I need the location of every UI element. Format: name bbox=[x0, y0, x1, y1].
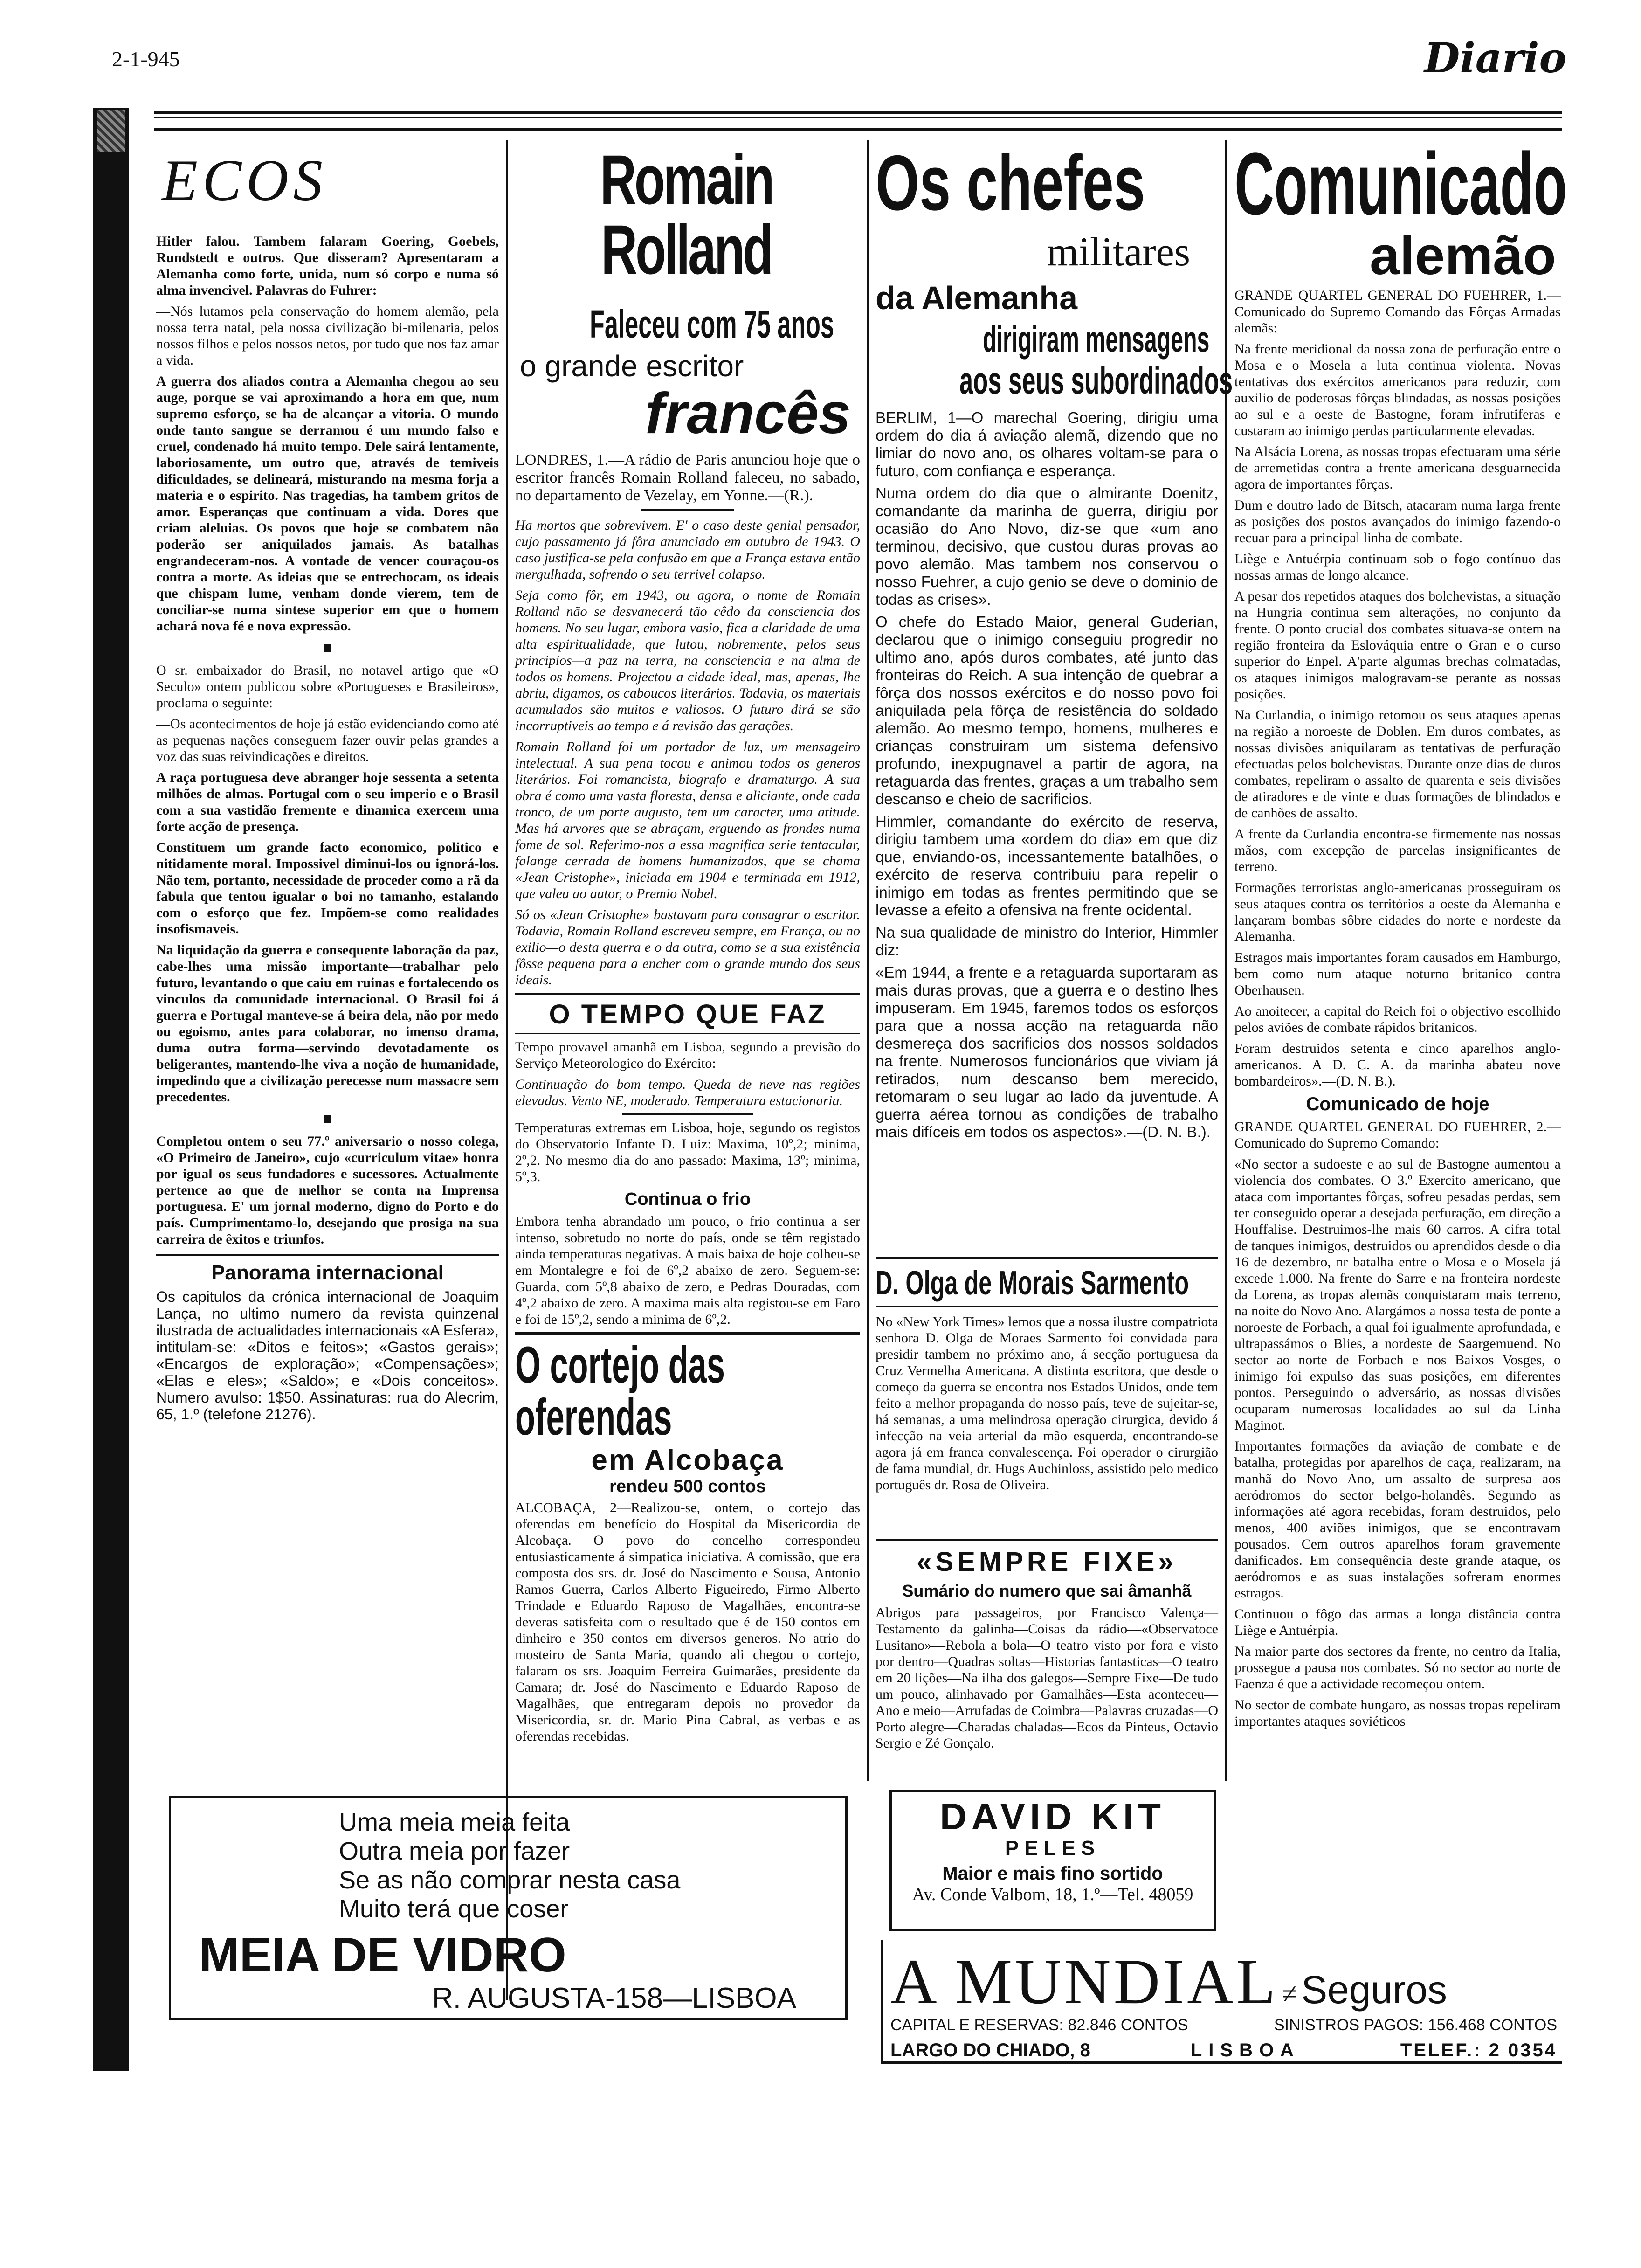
masthead: Diario bbox=[1424, 34, 1567, 82]
tempo-rule bbox=[515, 993, 860, 995]
tempo-temperatures: Temperaturas extremas em Lisboa, hoje, segundo os registos do Observatorio Infante D. Luiz: Maxima, 10º,2; minima, 2º,2. No mesmo dia do ano passado: Maxima, 13º; minima, 5º,3. bbox=[515, 1120, 860, 1184]
comunicado-paragraph: Formações terroristas anglo-americanas prosseguiram os seus ataques contra os territórios a oeste da Alemanha e lançaram bombas sôbre cidades do norte e nordeste da Alemanha. bbox=[1234, 880, 1561, 944]
chefes-kicker: militares bbox=[1047, 229, 1190, 275]
cortejo-text: ALCOBAÇA, 2—Realizou-se, ontem, o cortejo das oferendas em benefício do Hospital da Misericordia de Alcobaça. O povo do concelho correspondeu entusiasticamente á simpatica iniciativa. A comissão, que era composta dos srs. dr. José do Nascimento e Sousa, Antonio Ramos Guerra, Carlos Alberto Figueiredo, Firmo Alberto Trindade e Eduardo Raposo de Magalhães, encontra-se deveras satisfeita com o resultado que é de 150 contos em dinheiro e 350 contos em diversos generos. No atrio do mosteiro de Santa Maria, quando ali chegou o cortejo, falaram os srs. Joaquim Ferreira Guimarães, presidente da Camara; dr. José do Nascimento e Eduardo Raposo de Magalhães, que entregaram depois no provedor da Misericordia, sr. dr. Mario Pina Cabral, as verbas e as oferendas recebidas. bbox=[515, 1500, 860, 1744]
rolland-lead: LONDRES, 1.—A rádio de Paris anunciou hoje que o escritor francês Romain Rolland faleceu, no sabado, no departamento de Vezelay, em Yonne.—(R.). bbox=[515, 451, 860, 504]
rolland-paragraph: Romain Rolland foi um portador de luz, um mensageiro intelectual. A sua pena tocou e animou todos os generos literários. Foi romancista, biografo e dramaturgo. A sua obra é como uma vasta floresta, densa e aliciante, onde cada tronco, de um porte augusto, tem um caracter, uma atitude. Mas há arvores que se abraçam, erguendo as frondes numa fome de sol. Referimo-nos a essa magnifica serie tentacular, falange cerrada de homens humanizados, que se chama «Jean Cristophe», iniciada em 1904 e terminada em 1912, que valeu ao autor, o Premio Nobel. bbox=[515, 739, 860, 901]
mundial-ad-rule-left bbox=[881, 1940, 883, 2064]
ecos-paragraph: Hitler falou. Tambem falaram Goering, Goebels, Rundstedt e outros. Que disseram? Apresentaram a Alemanha como forte, unida, num só corpo e numa só alma invencivel. Palavras do Fuhrer: bbox=[156, 234, 499, 298]
comunicado-paragraph: Ao anoitecer, a capital do Reich foi o objectivo escolhido pelos aviões de combate rápidos britanicos. bbox=[1234, 1003, 1561, 1035]
comunicado-paragraph: Liège e Antuérpia continuam sob o fogo contínuo das nossas armas de longo alcance. bbox=[1234, 551, 1561, 583]
chefes-paragraph: Himmler, comandante do exército de reserva, dirigiu tambem uma «ordem do dia» em que diz que, enviando-os, incessantemente batalhões, o exército de reserva contribuiu para repelir o inimigo em todas as frentes permitindo que se levasse a efeito a ofensiva na frente ocidental. bbox=[876, 813, 1218, 919]
rolland-rule bbox=[641, 509, 734, 511]
mundial-ad-address: LARGO DO CHIADO, 8 bbox=[890, 2040, 1090, 2061]
rolland-paragraph: Só os «Jean Cristophe» bastavam para consagrar o escritor. Todavia, Romain Rolland escreveu sempre, em França, ou no exilio—o desta guerra e o da outra, como se a sua existência fôsse pequena para a encher com o grande mundo dos seus ideais. bbox=[515, 907, 860, 988]
comunicado-hoje-paragraph: Importantes formações da aviação de combate e de batalha, protegidas por aparelhos de caça, realizaram, na manhã do Novo Ano, um assalto de surpresa aos aeródromos do sector belgo-holandês. Segundo as informações até agora recebidas, foram destruidos, pelo menos, 400 aviões inimigos, que se encontravam pousados. Cem outros aparelhos foram gravemente danificados. Em consequência deste grande ataque, os aeródromos e as suas instalações sofreram enormes estragos. bbox=[1234, 1438, 1561, 1601]
chefes-paragraph: Na sua qualidade de ministro do Interior, Himmler diz: bbox=[876, 924, 1218, 959]
ecos-paragraph: Constituem um grande facto economico, politico e nitidamente moral. Impossivel diminui-los ou ignorá-los. Não tem, portanto, necessidade de proceder como a rã da fabula que tentou igualar o boi no tamanho, estalando com o esforço que fez. Impõem-se como realidades insofismaveis. bbox=[156, 840, 499, 937]
sarmento-section bbox=[876, 1265, 1218, 1544]
meia-ad-line: Se as não comprar nesta casa bbox=[339, 1866, 681, 1894]
kit-ad-line: Maior e mais fino sortido bbox=[942, 1863, 1163, 1884]
chefes-paragraph: O chefe do Estado Maior, general Guderian, declarou que o inimigo conseguiu progredir no ultimo ano, após duros combates, até junto das fronteiras do Reich. A sua intenção de quebrar a fôrça dos nossos exércitos e do nosso povo foi aniquilada pela fôrça de resistência do soldado alemão. Ao mesmo tempo, homens, mulheres e crianças construiram um sistema defensivo profundo, inexpugnavel a partir de agora, na retaguarda das frentes, graças a um trabalho sem descanso e cheio de sacrificios. bbox=[876, 613, 1218, 808]
ecos-paragraph: O sr. embaixador do Brasil, no notavel artigo que «O Seculo» ontem publicou sobre «Portugueses e Brasileiros», proclama o seguinte: bbox=[156, 663, 499, 711]
cortejo-title: O cortejo das oferendas bbox=[515, 1336, 725, 1446]
rolland-paragraph: Seja como fôr, em 1943, ou agora, o nome de Romain Rolland não se desvanecerá tão cêdo da consciencia dos homens. No seu lugar, embora vasio, fica a claridade de uma alta espiritualidade, que lutou, nobremente, pelos seus principios—a paz na terra, na consciencia e na alma de todos os homens. Projectou a cidade ideal, mas, apenas, lhe abriu, digamos, os caboucos literários. Todavia, os materiais acumulados são muitos e valiosos. O futuro dirá se são incorruptiveis ao tempo e á revisão das gerações. bbox=[515, 588, 860, 733]
ecos-paragraph: A guerra dos aliados contra a Alemanha chegou ao seu auge, porque se vai aproximando a hora em que, num supremo esforço, se ha de alcançar a vitoria. O mundo onde tanto sangue se derramou é um mundo falso e cruel, condenado há muito tempo. Dele sairá lentamente, laboriosamente, um outro que, através de temiveis dificuldades, se delineará, misturando na mesma forja a materia e o espirito. Nas tragedias, ha tambem gritos de amor. Esperanças que continuam a vida. Dores que criam aleluias. Os povos que hoje se combatem não poderão ser aniquilados jamais. As batalhas engrandeceram-nos. A vontade de vencer couraçou-os contra a morte. As ideias que se entrechocam, os ideais que chispam lume, venham donde vierem, tem de conciliar-se numa sintese superior em que o homem achará nova fé e nova expressão. bbox=[156, 373, 499, 634]
fixe-rule bbox=[876, 1539, 1218, 1541]
frio-title: Continua o frio bbox=[624, 1189, 751, 1209]
comunicado-hoje-paragraph: Na maior parte dos sectores da frente, no centro da Italia, prossegue a pausa nos combates. Só no sector ao norte de Faenza é que a actividade recomeçou ontem. bbox=[1234, 1644, 1561, 1692]
rolland-big: francês bbox=[645, 381, 851, 446]
comunicado-hoje-paragraph: GRANDE QUARTEL GENERAL DO FUEHRER, 2.—Comunicado do Supremo Comando: bbox=[1234, 1119, 1561, 1151]
mundial-ad-seguros: Seguros bbox=[1301, 1968, 1447, 2012]
column-rule-1 bbox=[506, 140, 508, 2000]
chefes-paragraph: Numa ordem do dia que o almirante Doenitz, comandante da marinha de guerra, dirigiu por ocasião do Ano Novo, diz-se que «um ano terminou, decisivo, que custou duras provas ao povo alemão. Mas tambem nos conservou o nosso Fuehrer, a cujo genio se deve o dominio de todas as crises». bbox=[876, 484, 1218, 608]
meia-ad-address: R. AUGUSTA-158—LISBOA bbox=[432, 1982, 796, 2014]
cortejo-rule bbox=[515, 1332, 860, 1335]
left-bar bbox=[93, 108, 129, 2071]
ecos-paragraph: —Os acontecimentos de hoje já estão evidenciando como até as pequenas nações conseguem fazer ouvir pelas grandes a voz das suas reivindicações e direitos. bbox=[156, 716, 499, 764]
separator-mark: ■ bbox=[323, 1110, 332, 1127]
rolland-column bbox=[515, 140, 860, 1744]
fixe-text: Abrigos para passageiros, por Francisco Valença—Testamento da galinha—Coisas da rádio—«Observatoce Lusitano»—Rebola a bola—O teatro visto por fora e visto por dentro—Quadras soltas—Historias fantasticas—O teatro em 20 lições—Na ilha dos galegos—Sempre Fixe—De tudo um pouco, alinhavado por Gamalhães—Esta aconteceu—Ano e meio—Arrufadas de Coimbra—Palavras cruzadas—O Porto alegre—Charadas chaladas—Ecos da Pinteus, Octavio Sergio e Zé Gonçalo. bbox=[876, 1605, 1218, 1751]
comunicado-column bbox=[1234, 135, 1567, 1921]
comunicado-paragraph: A frente da Curlandia encontra-se firmemente nas nossas mãos, com excepção de parcelas insignificantes de terreno. bbox=[1234, 826, 1561, 874]
mundial-ad-rule bbox=[881, 2061, 1562, 2064]
mundial-ad-capital: CAPITAL E RESERVAS: 82.846 CONTOS bbox=[890, 2016, 1188, 2034]
comunicado-paragraph: Na frente meridional da nossa zona de perfuração entre o Mosa e o Mosela a luta continua violenta. Novas tentativas dos exércitos americanos para reduzir, com auxilio de poderosas fôrças blindadas, as nossas posições ao sul e a oeste de Bastogne, foram infrutiferas e custaram ao inimigo perdas particularmente elevadas. bbox=[1234, 341, 1561, 438]
kit-ad-sub: PELES bbox=[1005, 1837, 1101, 1860]
tempo-text: Tempo provavel amanhã em Lisboa, segundo a previsão do Serviço Meteorologico do Exército: bbox=[515, 1039, 860, 1071]
david-kit-ad bbox=[889, 1790, 1216, 1931]
panorama-text: Os capitulos da crónica internacional de Joaquim Lança, no ultimo numero da revista quinzenal ilustrada de actualidades internacionais «A Esfera», intitulam-se: «Ditos e feitos»; «Gastos gerais»; «Encargos de exploração»; «Compensações»; «Elas e eles»; «Saldo»; e «Dois conceitos». Numero avulso: 1$50. Assinaturas: rua do Alecrim, 65, 1.º (telefone 21276). bbox=[156, 1288, 499, 1423]
mundial-ad-city: LISBOA bbox=[1190, 2040, 1300, 2061]
ecos-paragraph: A raça portuguesa deve abranger hoje sessenta a setenta milhões de almas. Portugal com o seu imperio e o Brasil com a sua vastidão fremente e dinamica exercem uma forte acção de presença. bbox=[156, 770, 499, 834]
ecos-paragraph: —Nós lutamos pela conservação do homem alemão, pela nossa terra natal, pela nossa civilização bi-milenaria, pelos nossos filhos e pelos nossos netos, por tudo que nos faz amar a vida. bbox=[156, 304, 499, 368]
chefes-paragraph: «Em 1944, a frente e a retaguarda suportaram as mais duras provas, que a guerra e o destino lhes impuseram. Em 1945, faremos todos os esforços para que a nossa acção na retaguarda não desmereça dos sacrificios dos nossos soldados na frente. Numerosos funcionários que viviam já retirados, num descanso bem merecido, retomaram o seu lugar ao lado da juventude. A guerra aérea tornou as condições de trabalho mais difíceis em todos os aspectos».—(D. N. B.). bbox=[876, 964, 1218, 1141]
kit-ad-line: Av. Conde Valbom, 18, 1.º—Tel. 48059 bbox=[912, 1885, 1193, 1904]
comunicado-paragraph: Foram destruidos setenta e cinco aparelhos anglo-americanos. A D. C. A. da marinha abateu nove bombardeiros».—(D. N. B.). bbox=[1234, 1041, 1561, 1089]
ecos-paragraph: Na liquidação da guerra e consequente laboração da paz, cabe-lhes uma missão importante—trabalhar pelo futuro, levantando o que caiu em ruinas e fortalecendo os vinculos da comunidade internacional. O Brasil foi á guerra e Portugal manteve-se á beira dela, não por medo ou egoismo, antes para colaborar, no imenso drama, duma outra forma—servindo devotadamente os beligerantes, mantendo-lhe viva a noção de humanidade, impedindo que a civilização perecesse num massacre sem precedentes. bbox=[156, 942, 499, 1105]
rolland-kicker: o grande escritor bbox=[520, 349, 744, 383]
ecos-paragraph: Completou ontem o seu 77.º aniversario o nosso colega, «O Primeiro de Janeiro», cujo «curriculum vitae» honra por igual os seus fundadores e sucessores. Actualmente pertence ao que de melhor se conta na Imprensa portuguesa. E' um jornal moderno, digno do Porto e do país. Cumprimentamo-lo, desejando que prosiga na sua carreira de êxitos e triunfos. bbox=[156, 1134, 499, 1247]
rolland-subtitle: Faleceu com 75 anos bbox=[590, 302, 834, 346]
chefes-sub2: dirigiram mensagens bbox=[983, 318, 1210, 360]
rolland-paragraph: Ha mortos que sobrevivem. E' o caso deste genial pensador, cujo passamento já fôra anunciado em outubro de 1943. O caso justifica-se pela confusão em que a França estava então mergulhada, sofrendo o seu terrivel colapso. bbox=[515, 518, 860, 582]
meia-ad-name: MEIA DE VIDRO bbox=[199, 1928, 566, 1982]
comunicado-hoje-title: Comunicado de hoje bbox=[1306, 1094, 1489, 1114]
comunicado-hoje-paragraph: «No sector a sudoeste e ao sul de Bastogne aumentou a violencia dos combates. O 3.º Exercito americano, que ataca com importantes fôrças, sofreu pesadas perdas, sem ter conseguido operar a desejada perfuração, em direção a Houffalise. Destruimos-lhe mais 60 carros. A cifra total de tanques inimigos, destruidos ou aprendidos desde o dia 16 de dezembro, nr batalha entre o Mosa e o Mosela já excede 1.000. Na frente do Sarre e na fronteira nordeste da Lorena, as tropas alemãs conquistaram mais terreno, na noite do Novo Ano. Alargámos a nossa testa de ponte a noroeste de Forbach, a qual foi igualmente aprofundada, e ultrapassámos o Blies, a nordeste de Saargemuend. No sector ao norte de Forbach e nos Baixos Vosges, o inimigo foi expulso das suas posições, em diferentes pontos. Perseguindo o adversário, as nossas divisões ocuparam numerosas localidades ao sul da Linha Maginot. bbox=[1234, 1156, 1561, 1433]
rolland-title: Romain Rolland bbox=[600, 140, 773, 289]
chefes-sub: da Alemanha bbox=[876, 280, 1078, 316]
top-rule-2 bbox=[154, 128, 1562, 131]
column-rule-2 bbox=[867, 140, 869, 1781]
chefes-title: Os chefes bbox=[876, 139, 1145, 227]
mundial-ad bbox=[890, 1946, 1557, 2066]
tempo-divider bbox=[622, 1113, 753, 1115]
chefes-paragraph: BERLIM, 1—O marechal Goering, dirigiu uma ordem do dia á aviação alemã, dizendo que no limiar do novo ano, os olhares voltam-se para o futuro, com confiança e esperança. bbox=[876, 409, 1218, 479]
comunicado-paragraph: A pesar dos repetidos ataques dos bolchevistas, a situação na Hungria continua sem alterações, no conjunto da frente. O ponto crucial dos combates situava-se ontem na região fronteira da Eslováquia entre o Gran e o curso superior do Enpel. A'parte algumas brechas colmatadas, os ataques inimigos malogravam-se perante as nossas posições. bbox=[1234, 588, 1561, 702]
ecos-column bbox=[156, 140, 499, 2000]
fixe-title: «SEMPRE FIXE» bbox=[917, 1547, 1177, 1577]
meia-ad-line: Uma meia meia feita bbox=[339, 1808, 570, 1836]
top-rule bbox=[154, 111, 1562, 114]
meia-ad-line: Muito terá que coser bbox=[339, 1895, 569, 1923]
mundial-ad-sinistros: SINISTROS PAGOS: 156.468 CONTOS bbox=[1274, 2016, 1557, 2034]
mundial-ad-arrow-icon: ≠ bbox=[1282, 1978, 1298, 2009]
ecos-title: ECOS bbox=[162, 148, 327, 213]
mundial-ad-name: A MUNDIAL bbox=[890, 1946, 1279, 2017]
tempo-rule-2 bbox=[515, 1033, 860, 1034]
comunicado-paragraph: GRANDE QUARTEL GENERAL DO FUEHRER, 1.—Comunicado do Supremo Comando das Fôrças Armadas alemãs: bbox=[1234, 288, 1561, 336]
frio-text: Embora tenha abrandado um pouco, o frio continua a ser intenso, sobretudo no norte do país, onde se têm registado ainda temperaturas negativas. A mais baixa de hoje colheu-se em Montalegre e foi de 6º,2 abaixo de zero. Seguem-se: Guarda, com 5º,8 abaixo de zero, e Pedras Douradas, com 4º,2 abaixo de zero. A maxima mais alta registou-se em Faro e foi de 15º,2, sendo a minima de 6º,2. bbox=[515, 1214, 860, 1327]
sarmento-title: D. Olga de Morais Sarmento bbox=[876, 1265, 1189, 1302]
separator-mark: ■ bbox=[323, 639, 332, 657]
comunicado-paragraph: Na Alsácia Lorena, as nossas tropas efectuaram uma série de arremetidas contra a frente americana desguarnecida agora de importantes fôrças. bbox=[1234, 444, 1561, 492]
sarmento-rule-2 bbox=[876, 1306, 1218, 1307]
meia-de-vidro-ad bbox=[169, 1796, 848, 2020]
cortejo-subtitle: em Alcobaça bbox=[591, 1444, 784, 1476]
cortejo-sub2: rendeu 500 contos bbox=[609, 1477, 766, 1496]
page-date: 2-1-945 bbox=[112, 47, 180, 71]
comunicado-paragraph: Na Curlandia, o inimigo retomou os seus ataques apenas na região a noroeste de Doblen. Em duros combates, as nossas divisões aniquilaram as tentativas de perfuração efectuadas pelos bolchevistas. Durante onze dias de duros combates, repeliram o assalto de quarenta e seis divisões de atiradores e de vinte e duas formações de blindados e de canhões de assalto. bbox=[1234, 707, 1561, 821]
panorama-title: Panorama internacional bbox=[211, 1261, 444, 1284]
chefes-sub3: aos seus subordinados bbox=[959, 360, 1233, 402]
tempo-title: O TEMPO QUE FAZ bbox=[549, 999, 827, 1030]
kit-ad-name: DAVID KIT bbox=[939, 1796, 1166, 1837]
comunicado-paragraph: Estragos mais importantes foram causados em Hamburgo, bem como num ataque noturno britanico contra Oberhausen. bbox=[1234, 950, 1561, 998]
mundial-ad-phone: TELEF.: 2 0354 bbox=[1400, 2040, 1557, 2061]
comunicado-hoje-paragraph: No sector de combate hungaro, as nossas tropas repeliram importantes ataques soviéticos bbox=[1234, 1697, 1561, 1729]
sarmento-text: No «New York Times» lemos que a nossa ilustre compatriota senhora D. Olga de Moraes Sarmento foi convidada para presidir tambem no próximo ano, á secção portuguesa da Cruz Vermelha Americana. A distinta escritora, que desde o começo da guerra se encontra nos Estados Unidos, onde tem feito a melhor propaganda do nosso país, teve de sujeitar-se, há semanas, a uma melindrosa operação cirurgica, devido á infecção na veia arterial da mão esquerda, encontrando-se agora já em franca convalescença. Foi operador o cirurgião de fama mundial, dr. Hugs Auchinloss, assistido pelo medico português dr. Rosa de Oliveira. bbox=[876, 1314, 1218, 1493]
comunicado-paragraph: Dum e doutro lado de Bitsch, atacaram numa larga frente as posições dos postos avançados do inimigo fazendo-o recuar para a principal linha de combate. bbox=[1234, 498, 1561, 546]
fixe-section bbox=[876, 1546, 1218, 1789]
comunicado-title: Comunicado bbox=[1234, 135, 1567, 234]
left-bar-corner bbox=[97, 110, 125, 152]
fixe-subtitle: Sumário do numero que sai âmanhã bbox=[902, 1581, 1192, 1600]
sarmento-rule bbox=[876, 1257, 1218, 1259]
meia-ad-line: Outra meia por fazer bbox=[339, 1837, 570, 1865]
comunicado-subtitle: alemão bbox=[1370, 225, 1556, 286]
tempo-forecast: Continuação do bom tempo. Queda de neve nas regiões elevadas. Vento NE, moderado. Temperatura estacionaria. bbox=[515, 1077, 860, 1108]
top-rule-thin bbox=[154, 117, 1562, 118]
comunicado-hoje-paragraph: Continuou o fôgo das armas a longa distância contra Liège e Antuérpia. bbox=[1234, 1606, 1561, 1638]
panorama-rule bbox=[156, 1254, 499, 1256]
